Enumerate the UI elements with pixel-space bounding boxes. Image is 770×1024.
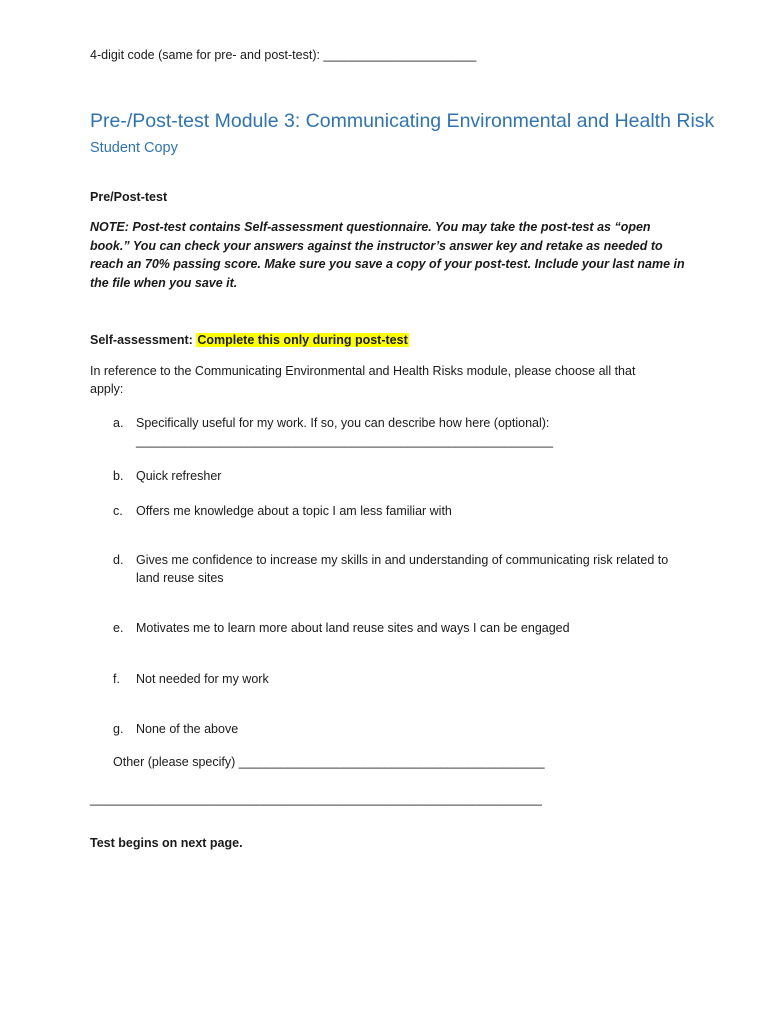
option-text: Quick refresher	[136, 469, 222, 483]
option-letter: d.	[113, 553, 124, 567]
option-text: Gives me confidence to increase my skills in and understanding of communicating risk related to land reuse sites	[136, 553, 669, 585]
page-title: Pre-/Post-test Module 3: Communicating Environmental and Health Risk	[90, 110, 715, 132]
other-continuation-line[interactable]: _________________________________________________________________	[90, 792, 542, 806]
self-assessment-label: Self-assessment:	[90, 333, 193, 347]
option-letter: a.	[113, 416, 124, 430]
option-letter: b.	[113, 469, 124, 483]
note-paragraph: NOTE: Post-test contains Self-assessment questionnaire. You may take the post-test as “open book.” You can check your answers against the instructor’s answer key and retake as needed to reach an 70% passing score. Make sure you save a copy of your post-test. Include your last name in the file when you save it.	[90, 220, 685, 290]
page-subtitle: Student Copy	[90, 140, 178, 156]
other-specify-field[interactable]: Other (please specify) ____________________________________________	[113, 755, 545, 769]
option-text: Not needed for my work	[136, 672, 269, 686]
test-begins-note: Test begins on next page.	[90, 836, 243, 850]
option-text: Motivates me to learn more about land reuse sites and ways I can be engaged	[136, 621, 570, 635]
option-letter: c.	[113, 504, 123, 518]
option-letter: f.	[113, 672, 120, 686]
code-line[interactable]: 4-digit code (same for pre- and post-test): ______________________	[90, 48, 477, 62]
self-assessment-intro: In reference to the Communicating Environmental and Health Risks module, please choose all that apply:	[90, 364, 636, 396]
self-assessment-highlight: Complete this only during post-test	[197, 333, 408, 347]
option-letter: e.	[113, 621, 124, 635]
option-letter: g.	[113, 722, 124, 736]
option-text: Offers me knowledge about a topic I am less familiar with	[136, 504, 452, 518]
section-heading: Pre/Post-test	[90, 190, 168, 204]
option-text: None of the above	[136, 722, 239, 736]
option-text: Specifically useful for my work. If so, you can describe how here (optional): ____________________________________________________________	[136, 416, 554, 448]
self-assessment-heading	[90, 333, 409, 347]
